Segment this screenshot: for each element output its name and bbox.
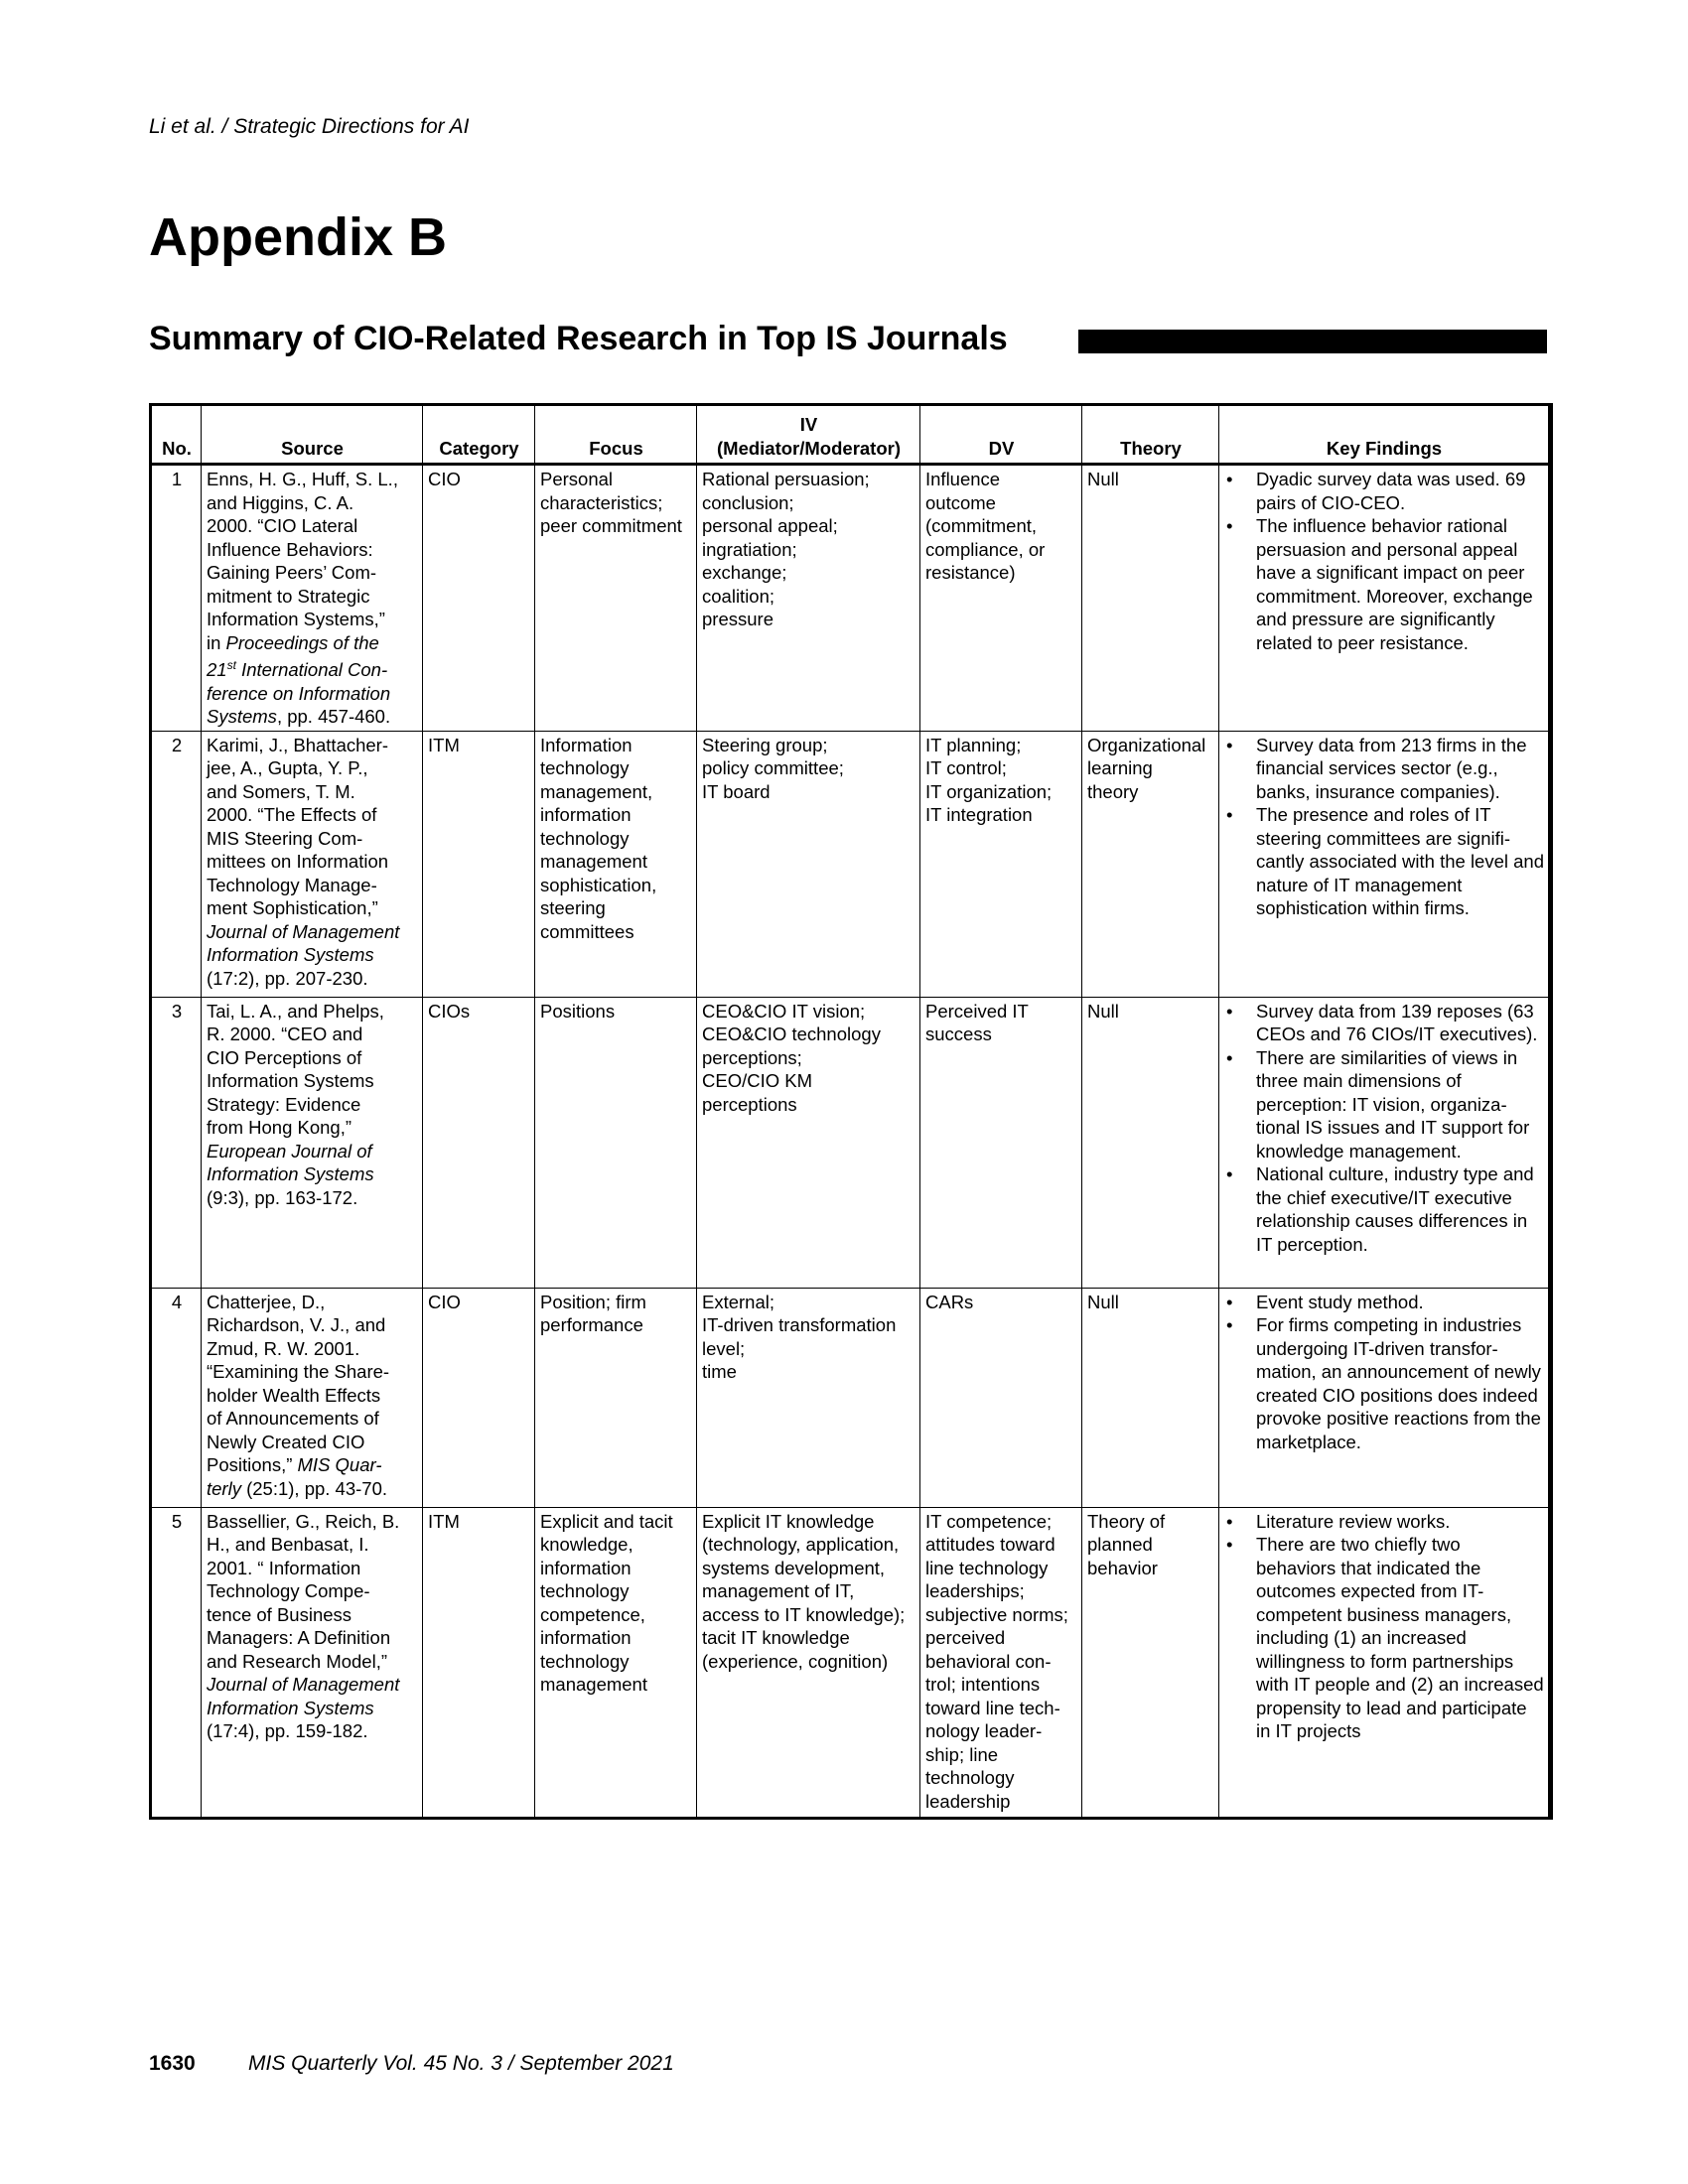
source-line: Information Systems [207, 1163, 374, 1185]
cell-iv-line: CEO&CIO technology [702, 1024, 881, 1045]
cell-focus-line: management [540, 1674, 647, 1696]
cell-category: CIO [423, 1288, 535, 1507]
source-line: 2000. “The Effects of [207, 804, 377, 826]
footer-page-number: 1630 [149, 2052, 196, 2075]
cell-theory-line: Theory of [1087, 1510, 1166, 1532]
cell-focus-line: sophistication, [540, 874, 657, 895]
header-dv: DV [920, 405, 1082, 465]
source-line: 2001. “ Information [207, 1557, 361, 1578]
cell-focus-line: information [540, 804, 632, 826]
cell-dv-line: IT planning; [925, 734, 1022, 755]
cell-focus-line: technology [540, 1650, 630, 1672]
cell-theory [1082, 1288, 1219, 1507]
table-header-row [151, 405, 1551, 465]
title-rule-bar [1078, 330, 1547, 353]
source-line: and Somers, T. M. [207, 780, 355, 802]
source-line: Managers: A Definition [207, 1627, 391, 1649]
cell-dv-line: IT control; [925, 757, 1007, 779]
cell-dv [920, 1507, 1082, 1818]
cell-iv-line: (experience, cognition) [702, 1650, 889, 1672]
table-row [151, 997, 1551, 1288]
cell-key-findings [1219, 997, 1551, 1288]
finding-item: • There are similarities of views in three main dimensions of perception: IT vision, organiza- tional IS issues and IT support for knowledge management. [1224, 1046, 1544, 1163]
cell-dv-line: trol; intentions [925, 1674, 1041, 1696]
cell-iv-line: CEO/CIO KM [702, 1070, 813, 1092]
cell-key-findings [1219, 731, 1551, 997]
cell-iv-line: Rational persuasion; [702, 469, 870, 489]
source-line: holder Wealth Effects [207, 1384, 381, 1406]
finding-item: • There are two chiefly two behaviors that indicated the outcomes expected from IT- competent business managers, including (1) an increased willingness to form partnerships with IT people and (2) an increased propensity to lead and participate in IT projects [1224, 1533, 1544, 1743]
cell-focus-line: peer commitment [540, 515, 682, 536]
cell-iv-line: Steering group; [702, 734, 828, 755]
cell-focus-line: Explicit and tacit [540, 1510, 673, 1532]
cell-focus-line: technology [540, 827, 630, 849]
source-line: mittees on Information [207, 851, 389, 873]
cell-focus-line: competence, [540, 1603, 645, 1625]
running-head: Li et al. / Strategic Directions for AI [149, 115, 470, 138]
cell-focus-line: information [540, 1627, 632, 1649]
cell-dv-line: nology leader- [925, 1720, 1043, 1742]
table-row [151, 1288, 1551, 1507]
cell-dv-line: (commitment, [925, 515, 1038, 536]
cell-source [202, 731, 423, 997]
cell-focus-line: performance [540, 1314, 643, 1336]
finding-item: • Dyadic survey data was used. 69 pairs of CIO-CEO. [1224, 468, 1544, 514]
cell-dv [920, 465, 1082, 732]
source-line: (17:2), pp. 207-230. [207, 967, 368, 989]
source-line: (9:3), pp. 163-172. [207, 1186, 358, 1208]
source-line: Gaining Peers’ Com- [207, 562, 377, 583]
header-theory: Theory [1082, 405, 1219, 465]
cell-focus [535, 1288, 697, 1507]
source-line: (17:4), pp. 159-182. [207, 1720, 368, 1742]
cell-focus-line: technology [540, 1580, 630, 1602]
cell-source [202, 997, 423, 1288]
cell-dv-line: subjective norms; [925, 1603, 1068, 1625]
cell-iv-line: (technology, application, [702, 1534, 900, 1556]
source-line: ment Sophistication,” [207, 897, 378, 919]
cell-iv-line: perceptions; [702, 1046, 802, 1068]
cell-source [202, 1288, 423, 1507]
cell-focus-line: technology [540, 757, 630, 779]
findings-list [1224, 1000, 1544, 1257]
source-line: Strategy: Evidence [207, 1093, 361, 1115]
cell-iv-line: ingratiation; [702, 538, 797, 560]
cell-key-findings [1219, 465, 1551, 732]
cell-category: ITM [423, 1507, 535, 1818]
cell-theory [1082, 465, 1219, 732]
cell-iv-line: level; [702, 1337, 746, 1359]
cell-theory-line: planned [1087, 1534, 1153, 1556]
header-iv-line2: (Mediator/Moderator) [717, 437, 901, 459]
source-line: Information Systems [207, 1070, 374, 1092]
findings-list [1224, 468, 1544, 654]
cell-focus-line: characteristics; [540, 491, 663, 513]
source-line: Journal of Management [207, 1674, 400, 1696]
table-row [151, 465, 1551, 732]
source-line: CIO Perceptions of [207, 1046, 362, 1068]
source-line: European Journal of [207, 1140, 372, 1161]
cell-dv-line: leadership [925, 1790, 1011, 1812]
source-line: Information Systems,” [207, 609, 385, 629]
cell-source [202, 465, 423, 732]
cell-dv-line: perceived [925, 1627, 1006, 1649]
cell-dv-line: leaderships; [925, 1580, 1025, 1602]
cell-category: CIO [423, 465, 535, 732]
appendix-title: Appendix B [149, 207, 448, 267]
cell-iv-line: exchange; [702, 562, 787, 583]
cell-theory-line: learning [1087, 757, 1153, 779]
table-row [151, 731, 1551, 997]
header-no: No. [151, 405, 202, 465]
findings-list [1224, 1510, 1544, 1743]
source-line: “Examining the Share- [207, 1361, 390, 1383]
cell-iv [697, 1507, 920, 1818]
cell-focus [535, 997, 697, 1288]
cell-dv-line: toward line tech- [925, 1697, 1060, 1718]
source-line: Journal of Management [207, 920, 400, 942]
cell-theory [1082, 1507, 1219, 1818]
cell-dv-line: ship; line [925, 1743, 999, 1765]
cell-focus-line: Personal [540, 469, 614, 489]
cell-theory-line: Null [1087, 469, 1119, 489]
footer-journal: MIS Quarterly Vol. 45 No. 3 / September 2021 [248, 2052, 674, 2075]
cell-no: 5 [151, 1507, 202, 1818]
cell-focus-line: management [540, 851, 647, 873]
source-line: jee, A., Gupta, Y. P., [207, 757, 368, 779]
research-summary-table [149, 403, 1553, 1820]
cell-iv-line: tacit IT knowledge [702, 1627, 850, 1649]
finding-item: • National culture, industry type and the chief executive/IT executive relationship causes differences in IT perception. [1224, 1162, 1544, 1256]
cell-iv-line: access to IT knowledge); [702, 1603, 906, 1625]
source-line: and Research Model,” [207, 1650, 388, 1672]
finding-item: • Survey data from 139 reposes (63 CEOs and 76 CIOs/IT executives). [1224, 1000, 1544, 1046]
source-line: mitment to Strategic [207, 585, 370, 607]
source-line: Newly Created CIO [207, 1431, 365, 1452]
cell-dv-line: technology [925, 1767, 1015, 1789]
cell-iv-line: conclusion; [702, 491, 794, 513]
cell-focus [535, 1507, 697, 1818]
source-line: Zmud, R. W. 2001. [207, 1337, 360, 1359]
source-line: 2000. “CIO Lateral [207, 515, 358, 536]
source-line: Influence Behaviors: [207, 538, 373, 560]
source-line: Technology Manage- [207, 874, 377, 895]
cell-focus-line: knowledge, [540, 1534, 633, 1556]
source-line: Enns, H. G., Huff, S. L., [207, 469, 398, 489]
cell-category: ITM [423, 731, 535, 997]
source-line: of Announcements of [207, 1408, 379, 1430]
cell-category: CIOs [423, 997, 535, 1288]
source-line: Positions,” MIS Quar- [207, 1454, 382, 1476]
source-line: Information Systems [207, 944, 374, 966]
cell-dv-line: attitudes toward [925, 1534, 1055, 1556]
source-line: in Proceedings of the [207, 631, 379, 653]
cell-dv-line: Perceived IT [925, 1000, 1029, 1022]
table-body [151, 465, 1551, 1819]
header-category: Category [423, 405, 535, 465]
finding-item: • The influence behavior rational persuasion and personal appeal have a significant impact on peer commitment. Moreover, exchange and pressure are significantly related to peer resistance. [1224, 514, 1544, 654]
cell-iv-line: External; [702, 1291, 775, 1312]
cell-iv-line: IT-driven transformation [702, 1314, 897, 1336]
header-iv [697, 405, 920, 465]
cell-no: 3 [151, 997, 202, 1288]
cell-theory-line: Organizational [1087, 734, 1206, 755]
cell-key-findings [1219, 1507, 1551, 1818]
source-line: Information Systems [207, 1697, 374, 1718]
finding-item: • Survey data from 213 firms in the financial services sector (e.g., banks, insurance companies). [1224, 734, 1544, 804]
source-line: Richardson, V. J., and [207, 1314, 386, 1336]
source-line: Tai, L. A., and Phelps, [207, 1000, 384, 1022]
cell-dv-line: IT organization; [925, 780, 1053, 802]
cell-dv-line: line technology [925, 1557, 1049, 1578]
cell-iv-line: CEO&CIO IT vision; [702, 1000, 866, 1022]
source-line: H., and Benbasat, I. [207, 1534, 369, 1556]
cell-focus-line: information [540, 1557, 632, 1578]
cell-key-findings [1219, 1288, 1551, 1507]
cell-focus-line: committees [540, 920, 634, 942]
cell-dv-line: behavioral con- [925, 1650, 1052, 1672]
header-focus: Focus [535, 405, 697, 465]
cell-dv-line: resistance) [925, 562, 1016, 583]
cell-iv-line: IT board [702, 780, 771, 802]
cell-theory-line: Null [1087, 1000, 1119, 1022]
cell-focus [535, 465, 697, 732]
finding-item: • For firms competing in industries undergoing IT-driven transfor- mation, an announcement of newly created CIO positions does indeed provoke positive reactions from the marketplace. [1224, 1313, 1544, 1453]
cell-iv-line: systems development, [702, 1557, 886, 1578]
findings-list [1224, 734, 1544, 920]
cell-source [202, 1507, 423, 1818]
source-line: Technology Compe- [207, 1580, 370, 1602]
cell-iv-line: management of IT, [702, 1580, 855, 1602]
cell-dv-line: success [925, 1024, 992, 1045]
source-line: terly (25:1), pp. 43-70. [207, 1477, 388, 1499]
source-line: Chatterjee, D., [207, 1291, 326, 1312]
cell-dv-line: CARs [925, 1291, 974, 1312]
header-key-findings: Key Findings [1219, 405, 1551, 465]
cell-focus-line: steering [540, 897, 606, 919]
cell-iv-line: policy committee; [702, 757, 844, 779]
source-line: Karimi, J., Bhattacher- [207, 734, 389, 755]
cell-focus-line: Position; firm [540, 1291, 646, 1312]
cell-dv-line: Influence [925, 469, 1001, 489]
cell-theory-line: theory [1087, 780, 1139, 802]
cell-dv-line: IT integration [925, 804, 1033, 826]
cell-iv-line: perceptions [702, 1093, 797, 1115]
header-source: Source [202, 405, 423, 465]
cell-iv-line: coalition; [702, 585, 775, 607]
cell-dv-line: compliance, or [925, 538, 1046, 560]
finding-item: • The presence and roles of IT steering committees are signifi- cantly associated with the level and nature of IT management sophistication within firms. [1224, 803, 1544, 920]
cell-iv-line: pressure [702, 609, 774, 629]
source-line: MIS Steering Com- [207, 827, 363, 849]
finding-item: • Event study method. [1224, 1291, 1544, 1314]
cell-focus-line: Positions [540, 1000, 616, 1022]
cell-focus-line: Information [540, 734, 633, 755]
cell-dv [920, 1288, 1082, 1507]
cell-theory [1082, 997, 1219, 1288]
cell-dv-line: IT competence; [925, 1510, 1053, 1532]
cell-theory-line: Null [1087, 1291, 1119, 1312]
cell-theory-line: behavior [1087, 1557, 1158, 1578]
cell-focus [535, 731, 697, 997]
source-line: Bassellier, G., Reich, B. [207, 1510, 400, 1532]
source-line: Systems, pp. 457-460. [207, 706, 391, 728]
section-title: Summary of CIO-Related Research in Top IS Journals [149, 320, 1008, 357]
source-line: ference on Information [207, 682, 391, 704]
cell-no: 2 [151, 731, 202, 997]
source-line: from Hong Kong,” [207, 1117, 352, 1139]
cell-focus-line: management, [540, 780, 653, 802]
cell-no: 1 [151, 465, 202, 732]
source-line: and Higgins, C. A. [207, 491, 354, 513]
table-row [151, 1507, 1551, 1818]
cell-dv [920, 997, 1082, 1288]
cell-iv-line: Explicit IT knowledge [702, 1510, 875, 1532]
cell-iv [697, 997, 920, 1288]
finding-item: • Literature review works. [1224, 1510, 1544, 1534]
source-line: 21st International Con- [207, 658, 388, 681]
cell-theory [1082, 731, 1219, 997]
cell-iv [697, 731, 920, 997]
cell-dv [920, 731, 1082, 997]
header-iv-line1: IV [799, 414, 818, 435]
findings-list [1224, 1291, 1544, 1454]
cell-iv [697, 465, 920, 732]
cell-no: 4 [151, 1288, 202, 1507]
cell-iv [697, 1288, 920, 1507]
source-line: tence of Business [207, 1603, 352, 1625]
source-line: R. 2000. “CEO and [207, 1024, 363, 1045]
cell-dv-line: outcome [925, 491, 996, 513]
cell-iv-line: time [702, 1361, 737, 1383]
cell-iv-line: personal appeal; [702, 515, 838, 536]
